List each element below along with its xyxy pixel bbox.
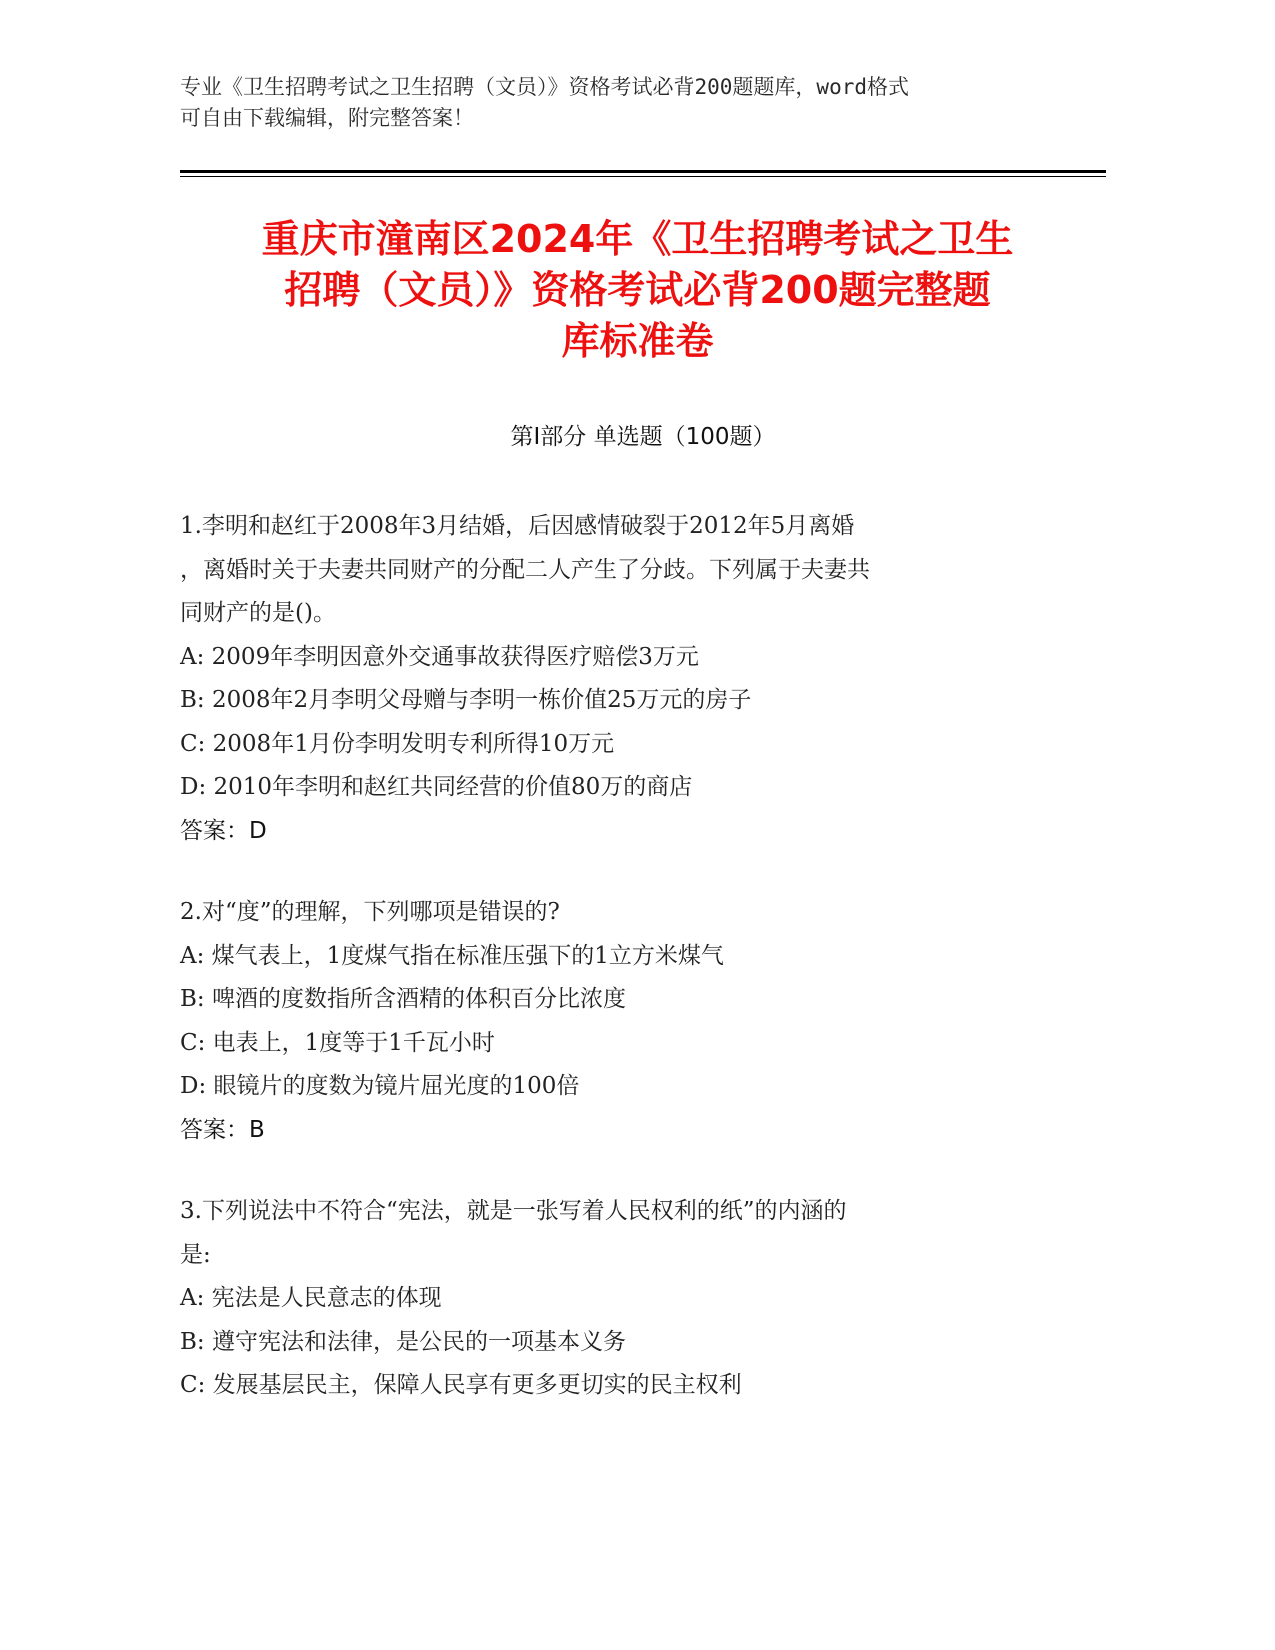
option-a: A: 宪法是人民意志的体现 xyxy=(180,1285,442,1311)
question-stem-line: 同财产的是()。 xyxy=(180,600,336,626)
header-note xyxy=(180,72,1080,134)
question-item xyxy=(180,505,1060,853)
question-stem-line: 3.下列说法中不符合“宪法，就是一张写着人民权利的纸”的内涵的 xyxy=(180,1198,847,1224)
option-a: A: 2009年李明因意外交通事故获得医疗赔偿3万元 xyxy=(180,643,699,670)
option-b: B: 2008年2月李明父母赠与李明一栋价值25万元的房子 xyxy=(180,687,752,713)
option-d: D: 眼镜片的度数为镜片屈光度的100倍 xyxy=(180,1073,580,1099)
title-line: 库标准卷 xyxy=(561,319,714,363)
question-stem-line: ，离婚时关于夫妻共同财产的分配二人产生了分歧。下列属于夫妻共 xyxy=(180,556,870,583)
header-note-line: 可自由下载编辑，附完整答案！ xyxy=(180,106,474,130)
option-c: C: 电表上，1度等于1千瓦小时 xyxy=(180,1029,495,1056)
option-c: C: 发展基层民主，保障人民享有更多更切实的民主权利 xyxy=(180,1372,742,1398)
question-stem-line: 2.对“度”的理解，下列哪项是错误的? xyxy=(180,899,560,925)
header-divider-thin xyxy=(180,176,1106,177)
title-line: 招聘（文员）》资格考试必背200题完整题 xyxy=(284,268,991,312)
option-a: A: 煤气表上，1度煤气指在标准压强下的1立方米煤气 xyxy=(180,942,724,969)
title-line: 重庆市潼南区2024年《卫生招聘考试之卫生 xyxy=(261,217,1014,261)
question-stem-line: 1.李明和赵红于2008年3月结婚，后因感情破裂于2012年5月离婚 xyxy=(180,513,855,539)
question-stem xyxy=(180,1190,1060,1277)
answer-line: 答案：B xyxy=(180,1116,265,1143)
option-b: B: 啤酒的度数指所含酒精的体积百分比浓度 xyxy=(180,986,626,1012)
option-d: D: 2010年李明和赵红共同经营的价值80万的商店 xyxy=(180,774,693,800)
question-stem-line: 是: xyxy=(180,1241,211,1268)
option-b: B: 遵守宪法和法律，是公民的一项基本义务 xyxy=(180,1328,626,1355)
question-list xyxy=(180,505,1060,1446)
header-note-line: 专业《卫生招聘考试之卫生招聘（文员）》资格考试必背200题题库，word格式 xyxy=(180,75,909,99)
question-item xyxy=(180,1190,1060,1408)
answer-line: 答案：D xyxy=(180,817,267,844)
section-heading: 第Ⅰ部分 单选题（100题） xyxy=(510,424,776,450)
question-stem xyxy=(180,891,1060,935)
option-c: C: 2008年1月份李明发明专利所得10万元 xyxy=(180,730,615,757)
question-stem xyxy=(180,505,1060,636)
document-title xyxy=(150,214,1125,367)
question-item xyxy=(180,891,1060,1152)
header-divider-thick xyxy=(180,170,1106,173)
